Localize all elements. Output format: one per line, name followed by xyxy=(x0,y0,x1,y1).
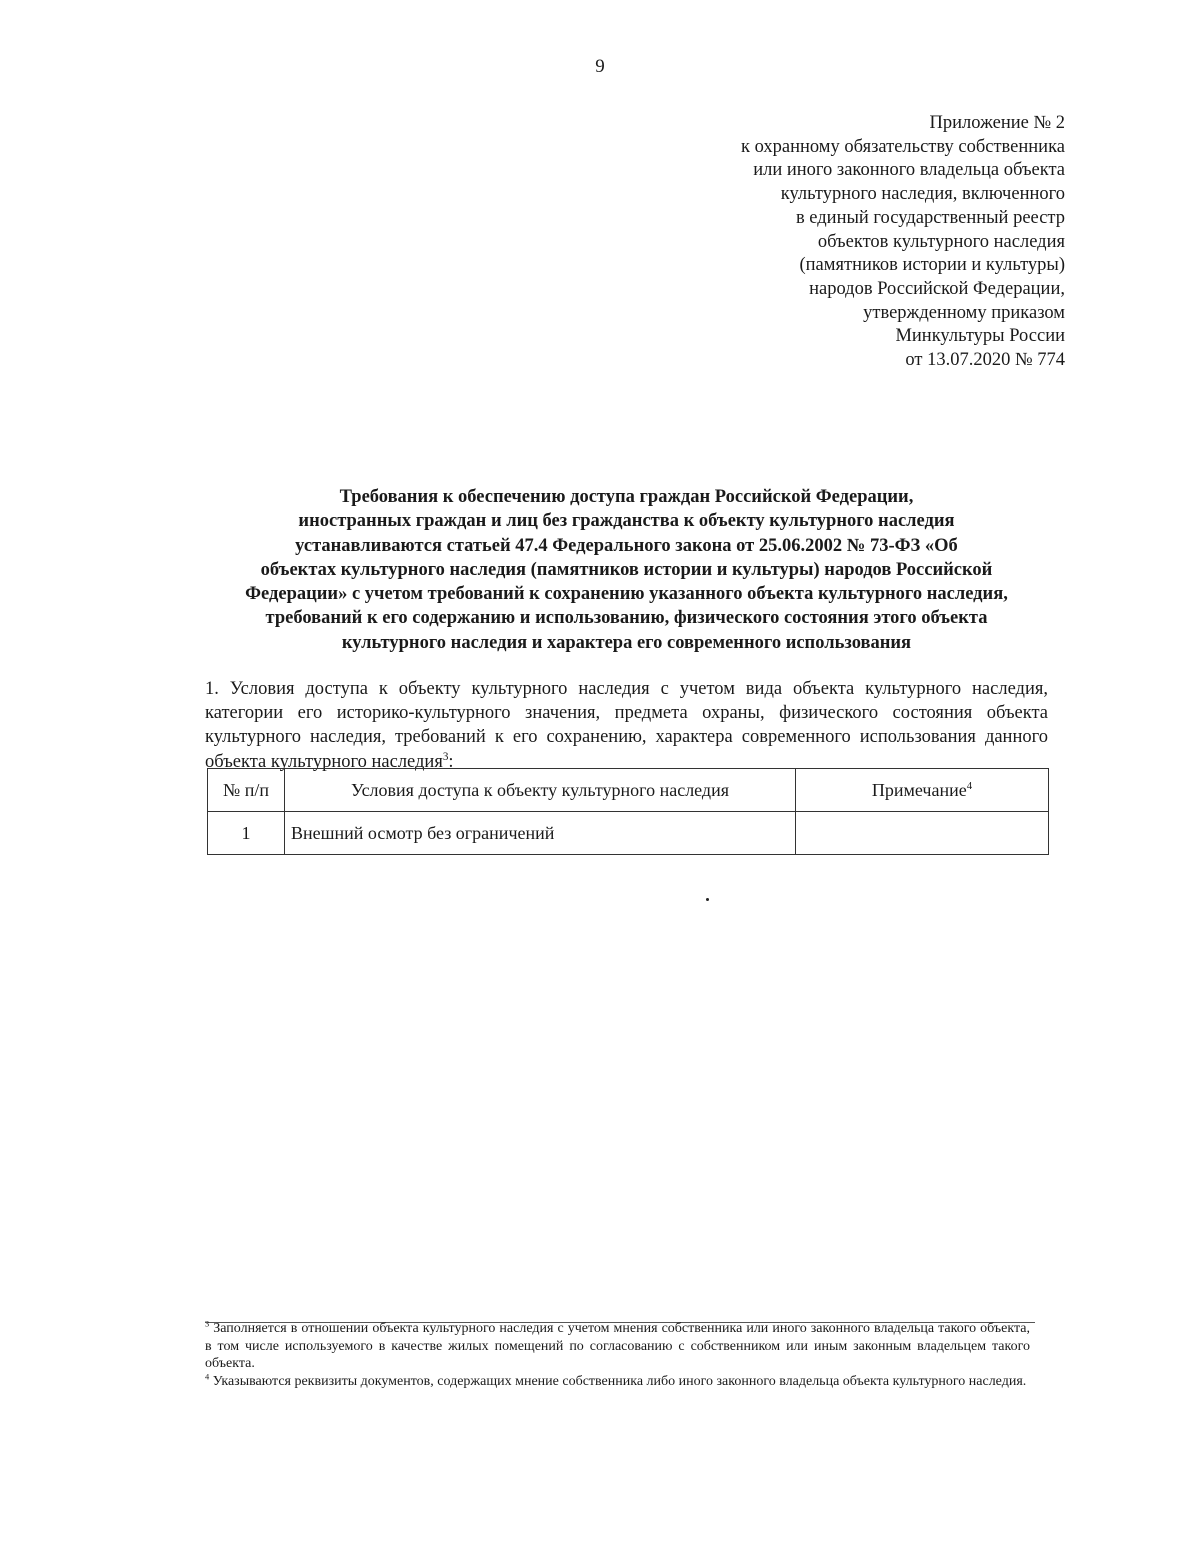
document-heading xyxy=(205,485,1048,655)
footnote xyxy=(205,1320,1030,1373)
footnote-number: 3 xyxy=(205,1319,210,1329)
appendix-line: культурного наследия, включенного xyxy=(780,184,1065,205)
heading-line: культурного наследия и характера его современного использования xyxy=(341,632,912,653)
paragraph-text: 1. Условия доступа к объекту культурного наследия с учетом вида объекта культурного наследия, категории его историко-культурного значения, предмета охраны, физического состояния объекта культурного наследия, требований к его сохранению, характера современного использования данного объекта культурного наследия xyxy=(205,679,1048,772)
table-header-row xyxy=(208,769,1049,812)
heading-line: иностранных граждан и лиц без гражданства к объекту культурного наследия xyxy=(298,511,955,532)
appendix-line: к охранному обязательству собственника xyxy=(740,136,1065,157)
heading-line: требований к его содержанию и использованию, физического состояния этого объекта xyxy=(265,608,988,629)
heading-line: Требования к обеспечению доступа граждан Российской Федерации, xyxy=(339,487,914,507)
page-number: 9 xyxy=(595,56,605,77)
table-row xyxy=(208,812,1049,855)
appendix-line: утвержденному приказом xyxy=(863,302,1065,323)
heading-line: устанавливаются статьей 47.4 Федерального закона от 25.06.2002 № 73-ФЗ «Об xyxy=(295,535,958,556)
appendix-line: от 13.07.2020 № 774 xyxy=(905,350,1065,371)
header-note-label: Примечание xyxy=(871,779,967,800)
conditions-paragraph xyxy=(205,677,1048,774)
appendix-line: объектов культурного наследия xyxy=(817,231,1065,252)
row-note xyxy=(796,812,1049,855)
heading-line: Федерации» с учетом требований к сохранению указанного объекта культурного наследия, xyxy=(245,584,1008,605)
footnote-text: Указываются реквизиты документов, содержащих мнение собственника либо иного законного владельца объекта культурного наследия. xyxy=(212,1373,1027,1389)
stray-mark xyxy=(706,898,709,901)
footnotes xyxy=(205,1320,1030,1390)
footnote-text: Заполняется в отношении объекта культурного наследия с учетом мнения собственника или иного законного владельца такого объекта, в том числе используемого в качестве жилых помещений по согласованию с собственником или иным законным владельцем такого объекта. xyxy=(205,1321,1031,1371)
heading-line: объектах культурного наследия (памятников истории и культуры) народов Российской xyxy=(260,559,993,580)
appendix-block xyxy=(645,112,1065,373)
row-condition: Внешний осмотр без ограничений xyxy=(285,812,796,855)
appendix-line: (памятников истории и культуры) xyxy=(799,255,1065,276)
footnote-number: 4 xyxy=(205,1371,210,1381)
appendix-line: Приложение № 2 xyxy=(929,113,1065,133)
appendix-line: Минкультуры России xyxy=(895,326,1065,347)
header-num: № п/п xyxy=(208,769,285,812)
appendix-line: народов Российской Федерации, xyxy=(809,278,1065,299)
appendix-line: или иного законного владельца объекта xyxy=(753,160,1065,181)
footnote xyxy=(205,1373,1030,1391)
row-num: 1 xyxy=(208,812,285,855)
paragraph-tail: : xyxy=(448,751,454,772)
footnote-ref: 4 xyxy=(966,779,973,792)
header-condition: Условия доступа к объекту культурного наследия xyxy=(285,769,796,812)
access-conditions-table xyxy=(207,768,1049,855)
header-note xyxy=(796,769,1049,812)
appendix-line: в единый государственный реестр xyxy=(795,207,1065,228)
footnote-ref: 3 xyxy=(442,750,449,763)
